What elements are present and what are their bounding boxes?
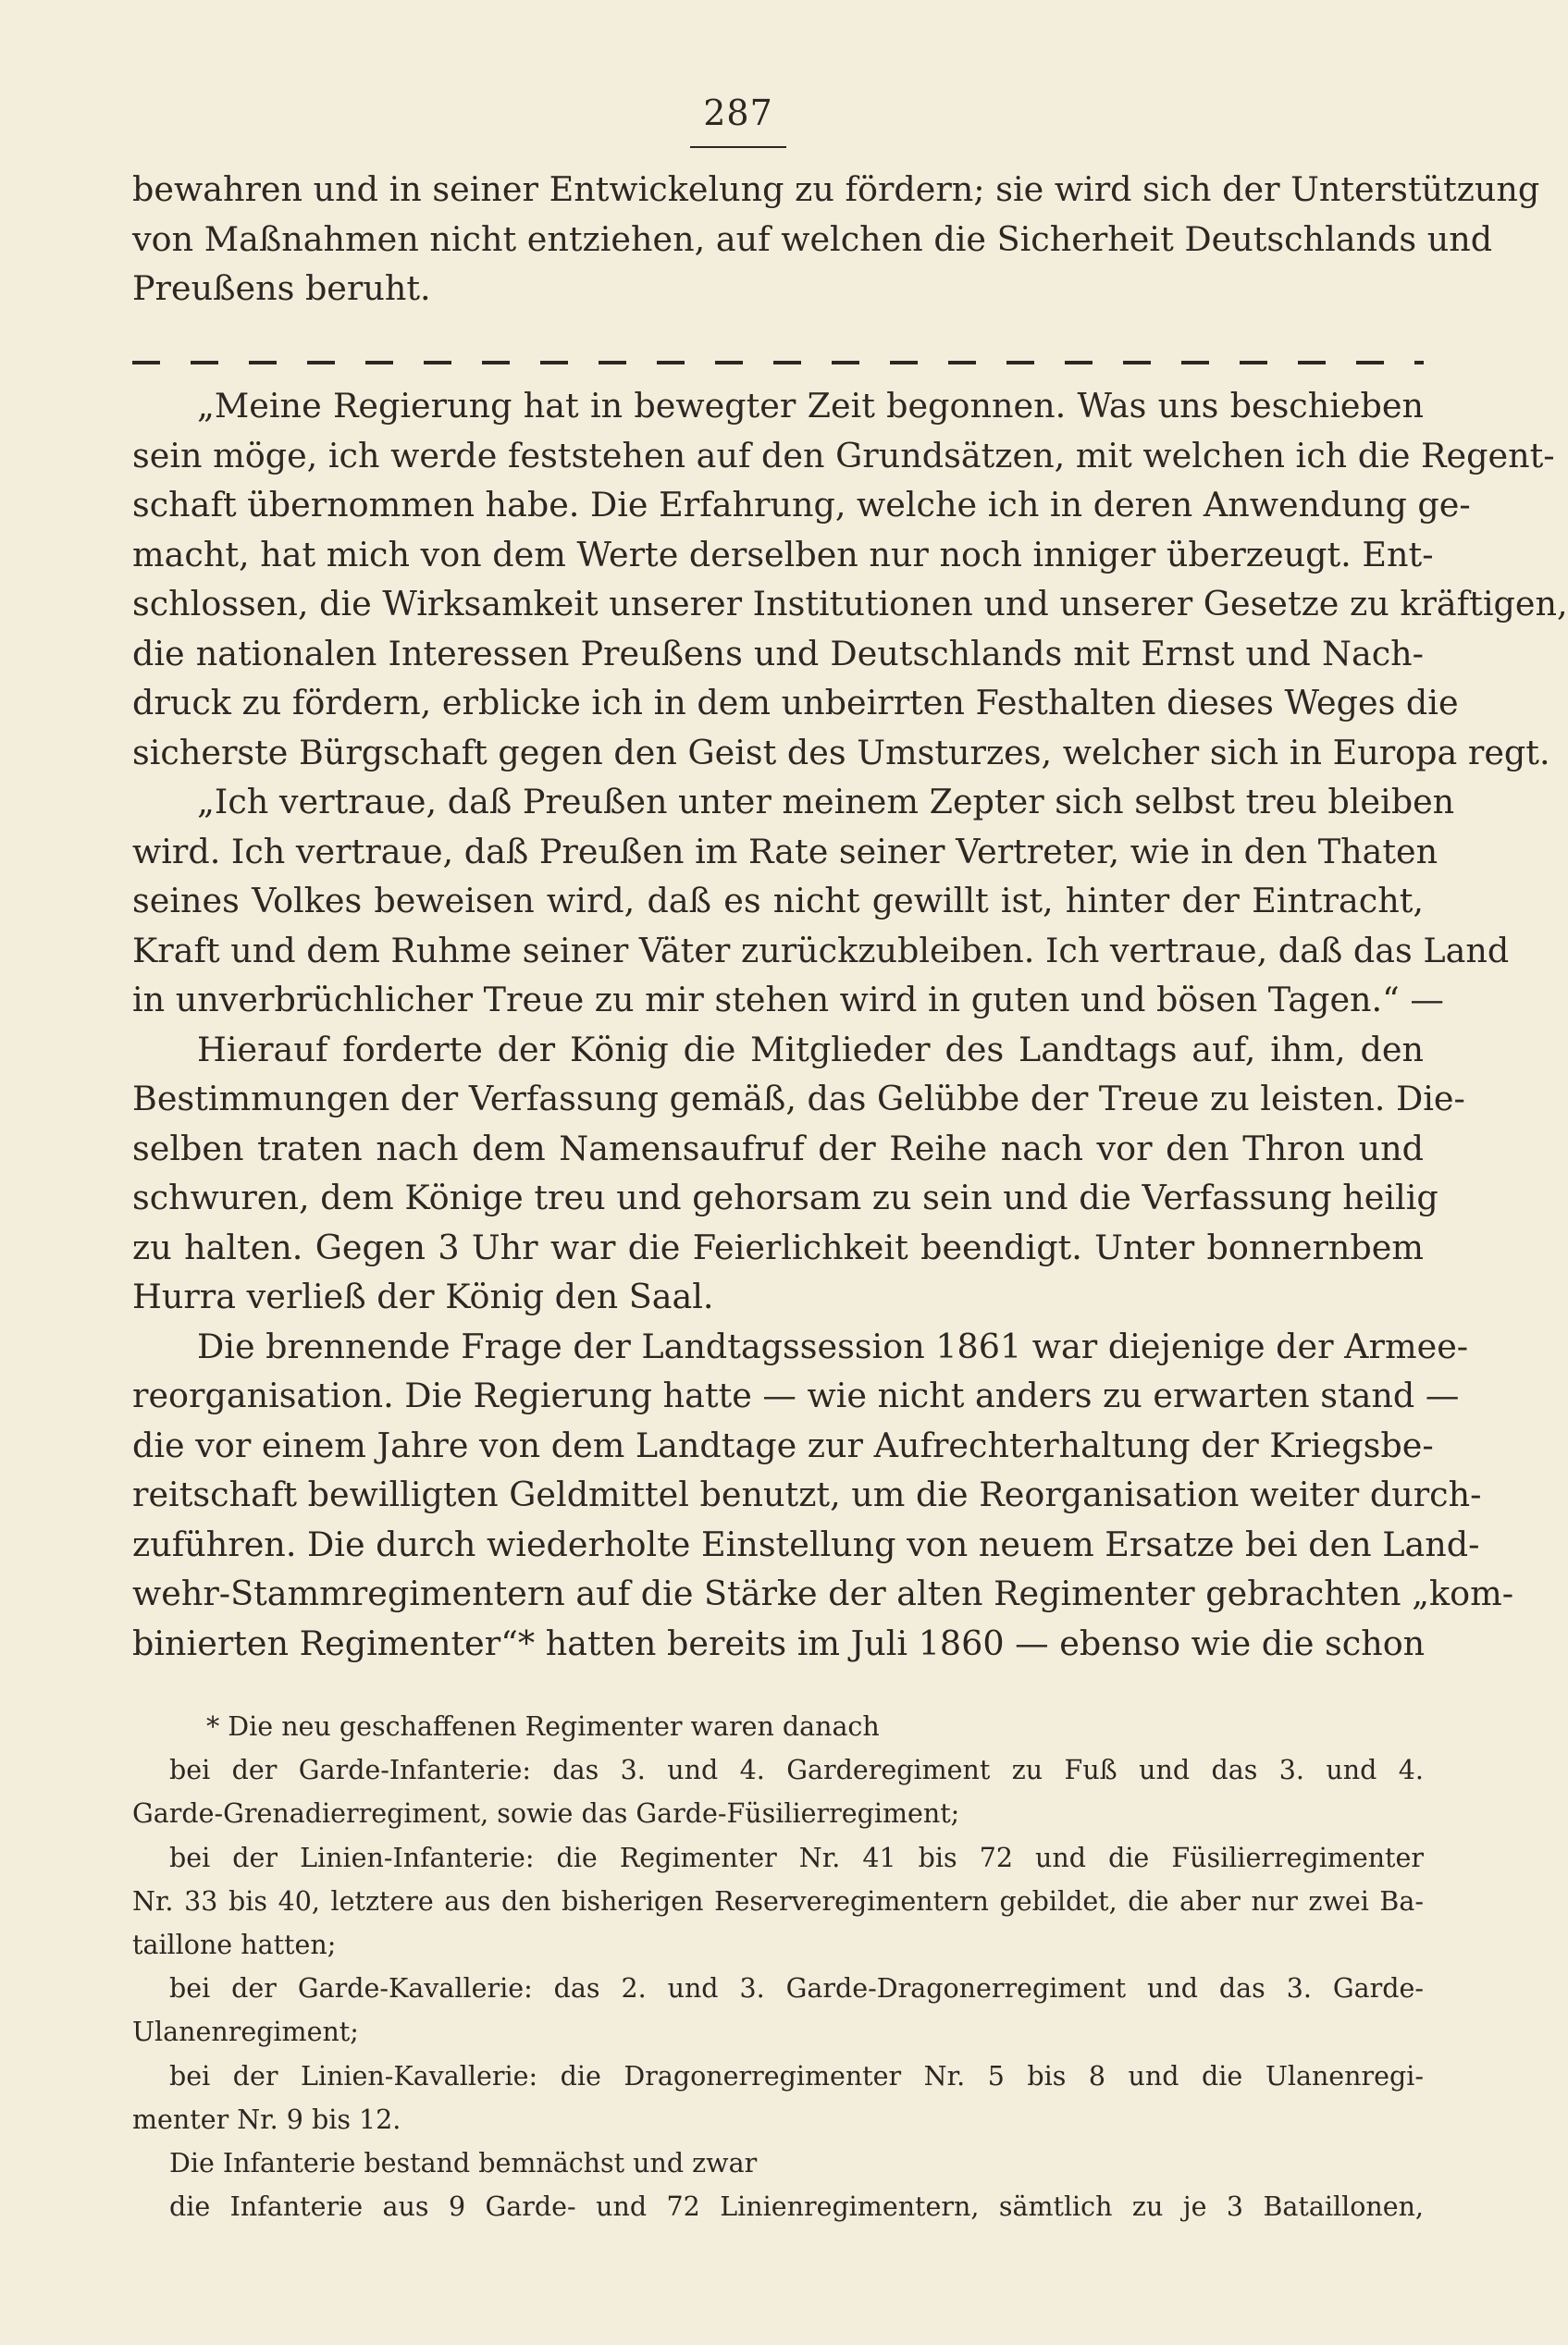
text-line: Hurra verließ der König den Saal. (132, 1277, 714, 1316)
section-separator-dashes (132, 361, 1424, 364)
text-line: selben traten nach dem Namensaufruf der Reihe nach vor den Thron und (132, 1128, 1424, 1168)
footnote-line: die Infanterie aus 9 Garde- und 72 Linienregimentern, sämtlich zu je 3 Bataillonen, (169, 2191, 1424, 2223)
footnote-line: bei der Linien-Kavallerie: die Dragonerregimenter Nr. 5 bis 8 und die Ulanenregi- (169, 2060, 1424, 2092)
text-line: Preußens beruht. (132, 268, 431, 308)
text-line: zuführen. Die durch wiederholte Einstellung von neuem Ersatze bei den Land- (132, 1524, 1480, 1564)
text-line: „Meine Regierung hat in bewegter Zeit begonnen. Was uns beschieben (197, 386, 1424, 426)
text-line: macht, hat mich von dem Werte derselben nur noch inniger überzeugt. Ent- (132, 534, 1434, 574)
text-line: „Ich vertraue, daß Preußen unter meinem Zepter sich selbst treu bleiben (197, 782, 1455, 821)
text-line: wird. Ich vertraue, daß Preußen im Rate seiner Vertreter, wie in den Thaten (132, 831, 1438, 871)
footnote-line: Nr. 33 bis 40, letztere aus den bisherigen Reserveregimentern gebildet, die aber nur zwei Ba- (132, 1885, 1424, 1917)
text-line: zu halten. Gegen 3 Uhr war die Feierlichkeit beendigt. Unter bonnernbem (132, 1227, 1424, 1267)
text-line: wehr-Stammregimentern auf die Stärke der alten Regimenter gebrachten „kom- (132, 1574, 1514, 1613)
text-line: bewahren und in seiner Entwickelung zu fördern; sie wird sich der Unterstützung (132, 169, 1540, 209)
text-line: die vor einem Jahre von dem Landtage zur Aufrechterhaltung der Kriegsbe- (132, 1425, 1434, 1465)
main-text (132, 381, 1568, 1668)
text-line: Bestimmungen der Verfassung gemäß, das Gelübbe der Treue zu leisten. Die- (132, 1079, 1465, 1118)
text-line: die nationalen Interessen Preußens und Deutschlands mit Ernst und Nach- (132, 633, 1424, 673)
text-line: in unverbrüchlicher Treue zu mir stehen wird in guten und bösen Tagen.“ — (132, 980, 1444, 1019)
footnote-line: menter Nr. 9 bis 12. (132, 2104, 401, 2135)
text-line: schaft übernommen habe. Die Erfahrung, welche ich in deren Anwendung ge- (132, 485, 1471, 525)
text-line: Kraft und dem Ruhme seiner Väter zurückzubleiben. Ich vertraue, daß das Land (132, 930, 1510, 970)
text-line: von Maßnahmen nicht entziehen, auf welchen die Sicherheit Deutschlands und (132, 218, 1493, 259)
text-line: binierten Regimenter“* hatten bereits im Juli 1860 — ebenso wie die schon (132, 1623, 1426, 1663)
footnote-line: bei der Garde-Infanterie: das 3. und 4. Garderegiment zu Fuß und das 3. und 4. (169, 1755, 1424, 1786)
footnote-line: bei der Garde-Kavallerie: das 2. und 3. Garde-Dragonerregiment und das 3. Garde- (169, 1973, 1424, 2005)
text-line: seines Volkes beweisen wird, daß es nicht gewillt ist, hinter der Eintracht, (132, 881, 1424, 920)
page-number: 287 (703, 93, 773, 133)
text-line: reorganisation. Die Regierung hatte — wie nicht anders zu erwarten stand — (132, 1376, 1460, 1415)
footnote-line: Garde-Grenadierregiment, sowie das Garde-Füsilierregiment; (132, 1798, 960, 1830)
text-line: schwuren, dem Könige treu und gehorsam zu sein und die Verfassung heilig (132, 1178, 1438, 1217)
footnote-line: Die Infanterie bestand bemnächst und zwar (169, 2147, 758, 2178)
text-line: schlossen, die Wirksamkeit unserer Institutionen und unserer Gesetze zu kräftigen, (132, 584, 1568, 623)
text-line: sein möge, ich werde feststehen auf den Grundsätzen, mit welchen ich die Regent- (132, 435, 1555, 475)
text-line: reitschaft bewilligten Geldmittel benutzt, um die Reorganisation weiter durch- (132, 1475, 1482, 1514)
text-line: Die brennende Frage der Landtagssession 1861 war diejenige der Armee- (197, 1326, 1469, 1366)
footnotes (132, 1705, 1424, 2228)
text-line: sicherste Bürgschaft gegen den Geist des Umsturzes, welcher sich in Europa regt. (132, 732, 1550, 772)
footnote-line: * Die neu geschaffenen Regimenter waren danach (206, 1711, 880, 1742)
footnote-line: bei der Linien-Infanterie: die Regimenter Nr. 41 bis 72 und die Füsilierregimenter (169, 1842, 1424, 1873)
footnote-line: Ulanenregiment; (132, 2017, 359, 2048)
top-paragraph (132, 165, 1540, 314)
text-line: Hierauf forderte der König die Mitglieder des Landtags auf, ihm, den (197, 1029, 1424, 1069)
text-line: druck zu fördern, erblicke ich in dem unbeirrten Festhalten dieses Weges die (132, 683, 1459, 722)
footnote-line: taillone hatten; (132, 1929, 337, 1960)
page-number-rule (690, 146, 786, 148)
